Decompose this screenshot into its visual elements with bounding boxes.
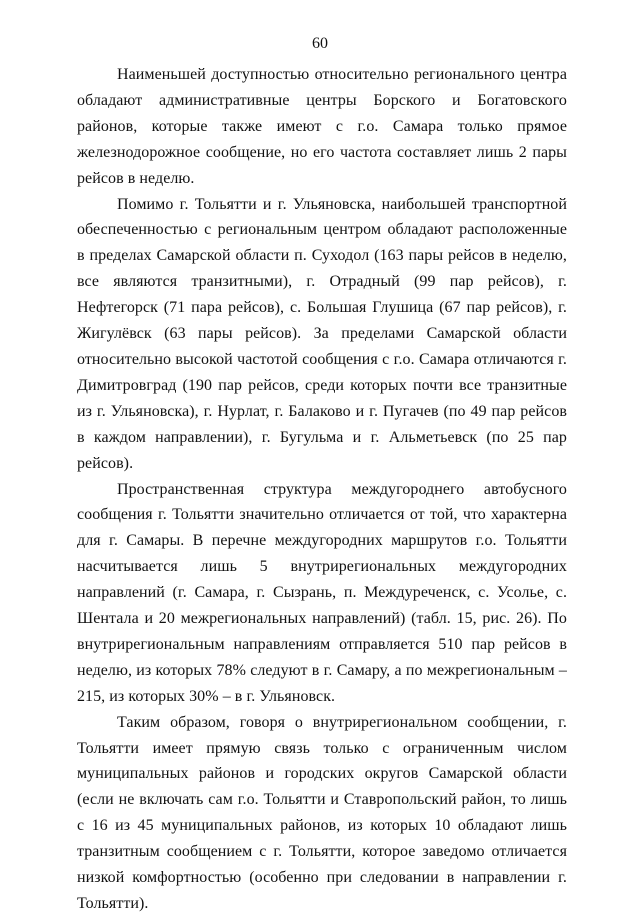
- paragraph-conclusion: Таким образом, говоря о внутрирегиональном сообщении, г. Тольятти имеет прямую связь только с ограниченным числом муниципальных районов и городских округов Самарской области (если не включать сам г.о. Тольятти и Ставропольский район, то лишь с 16 из 45 муниципальных районов, из которых 10 обладают лишь транзитным сообщением с г. Тольятти, которое заведомо отличается низкой комфортностью (особенно при следовании в направлении г. Тольятти).: [77, 713, 567, 912]
- body-text: [77, 62, 567, 917]
- paragraph-accessibility: Наименьшей доступностью относительно регионального центра обладают административные центры Борского и Богатовского районов, которые также имеют с г.о. Самара только прямое железнодорожное сообщение, но его частота составляет лишь 2 пары рейсов в неделю.: [77, 66, 567, 187]
- paragraph-tolyatti-structure: Пространственная структура междугороднего автобусного сообщения г. Тольятти значительно отличается от той, что характерна для г. Самары. В перечне междугородних маршрутов г.о. Тольятти насчитывается лишь 5 внутрирегиональных междугородних направлений (г. Самара, г. Сызрань, п. Междуреченск, с. Усолье, с. Шентала и 20 межрегиональных направлений) (табл. 15, рис. 26). По внутрирегиональным направлениям отправляется 510 пар рейсов в неделю, из которых 78% следуют в г. Самару, а по межрегиональным – 215, из которых 30% – в г. Ульяновск.: [77, 480, 567, 705]
- page-number: 60: [312, 35, 328, 52]
- paragraph-transport-provision: Помимо г. Тольятти и г. Ульяновска, наибольшей транспортной обеспеченностью с региональным центром обладают расположенные в пределах Самарской области п. Суходол (163 пары рейсов в неделю, все являются транзитными), г. Отрадный (99 пар рейсов), г. Нефтегорск (71 пара рейсов), с. Большая Глушица (67 пар рейсов), г. Жигулёвск (63 пары рейсов). За пределами Самарской области относительно высокой частотой сообщения с г.о. Самара отличаются г. Димитровград (190 пар рейсов, среди которых почти все транзитные из г. Ульяновска), г. Нурлат, г. Балаково и г. Пугачев (по 49 пар рейсов в каждом направлении), г. Бугульма и г. Альметьевск (по 25 пар рейсов).: [77, 195, 567, 472]
